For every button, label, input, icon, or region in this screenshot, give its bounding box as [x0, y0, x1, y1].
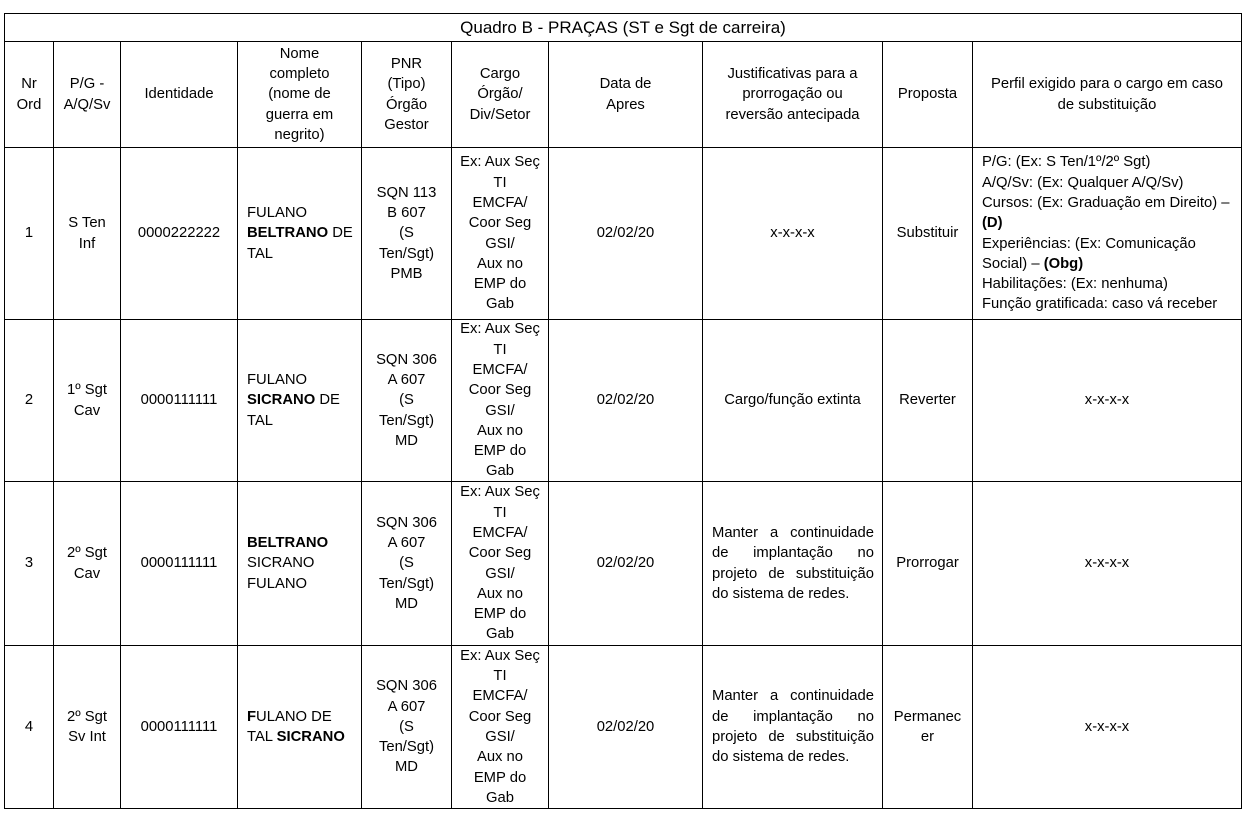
nome-text: SICRANO [247, 555, 315, 572]
nome-guerra: SICRANO [247, 392, 316, 409]
proposta-line: Reverter [899, 392, 956, 409]
pnr-line: SQN 113 [376, 184, 437, 201]
nome-line [247, 707, 332, 727]
pnr-line: SQN 306 [376, 351, 437, 368]
data-apres-value: 02/02/20 [596, 555, 655, 572]
perfil-line: x-x-x-x [1084, 718, 1130, 735]
header-line: Gestor [384, 116, 429, 133]
cargo-line: Gab [486, 626, 514, 643]
nr-ord-cell [5, 482, 54, 646]
header-nr-ord [5, 42, 54, 148]
cargo-line: EMP do [473, 606, 527, 623]
nome-line [247, 223, 353, 243]
header-line: Órgão/ [477, 86, 523, 103]
header-row [5, 42, 1242, 148]
nome-guerra: F [247, 708, 257, 725]
header-line: Identidade [144, 86, 214, 103]
header-line: Justificativas para a [727, 66, 858, 83]
header-line: prorrogação ou [742, 86, 843, 103]
cargo-line: Coor Seg [468, 708, 532, 725]
quadro-b-table [4, 13, 1242, 809]
nome-line [247, 553, 314, 573]
identidade-cell [121, 482, 238, 646]
perfil-line: x-x-x-x [1084, 555, 1130, 572]
header-pnr [362, 42, 452, 148]
justificativas-line: de implantação no [712, 708, 874, 725]
perfil-cell [973, 646, 1242, 809]
nr-ord-value: 4 [24, 718, 34, 735]
pnr-line: A 607 [387, 698, 426, 715]
cargo-line: Aux no [476, 255, 524, 272]
cargo-line: Coor Seg [468, 215, 532, 232]
pg-line: Cav [73, 402, 101, 419]
identidade-value: 0000111111 [140, 555, 218, 572]
pnr-line: SQN 306 [376, 514, 437, 531]
pnr-line: SQN 306 [376, 678, 437, 695]
proposta-line: Substituir [896, 225, 959, 242]
cargo-line: Aux no [476, 749, 524, 766]
justificativas-line: Cargo/função extinta [724, 392, 861, 409]
justificativas-line: do sistema de redes. [712, 749, 850, 766]
cargo-line: TI [493, 341, 507, 358]
justificativas-line: x-x-x-x [770, 225, 815, 242]
header-justificativas [703, 42, 883, 148]
pnr-line: A 607 [387, 535, 426, 552]
pg-cell [54, 148, 121, 320]
perfil-line [982, 193, 1230, 213]
header-line: Cargo [479, 66, 521, 83]
proposta-line: Prorrogar [896, 555, 959, 572]
cargo-line: EMCFA/ [472, 688, 528, 705]
pg-line: Cav [73, 565, 101, 582]
pnr-line: MD [394, 432, 418, 449]
identidade-cell [121, 320, 238, 482]
pnr-line: Ten/Sgt) [378, 575, 435, 592]
cargo-line: TI [493, 668, 507, 685]
header-nome-completo [238, 42, 362, 148]
header-line: completo [269, 66, 330, 83]
pg-line: 1º Sgt [67, 382, 107, 399]
header-line: (Tipo) [387, 76, 426, 93]
pnr-line: (S [399, 555, 414, 572]
justificativas-cell [703, 320, 883, 482]
nome-line [247, 370, 307, 390]
cargo-line: TI [493, 174, 507, 191]
justificativas-cell [703, 482, 883, 646]
pnr-line: MD [394, 595, 418, 612]
justificativas-line: Manter a continuidade [712, 524, 874, 541]
perfil-line [982, 234, 1196, 254]
cargo-cell [452, 148, 549, 320]
cargo-line: GSI/ [485, 235, 515, 252]
data-apres-cell [549, 646, 703, 809]
nr-ord-cell [5, 148, 54, 320]
identidade-value: 0000111111 [140, 392, 218, 409]
cargo-line: Aux no [476, 422, 524, 439]
header-line: Perfil exigido para o cargo em caso [991, 76, 1223, 93]
pg-cell [54, 482, 121, 646]
pg-line: S Ten [68, 215, 106, 232]
data-apres-value: 02/02/20 [596, 225, 655, 242]
cargo-line: Aux no [476, 585, 524, 602]
pg-line: Inf [78, 235, 96, 252]
header-line: P/G - [69, 76, 105, 93]
proposta-cell [883, 148, 973, 320]
nr-ord-value: 2 [24, 392, 34, 409]
header-pg-aq-sv [54, 42, 121, 148]
nome-cell [238, 646, 362, 809]
perfil-cell [973, 148, 1242, 320]
identidade-value: 0000111111 [140, 718, 218, 735]
nome-text: DE [319, 392, 340, 409]
nome-line [247, 411, 273, 431]
pnr-line: (S [399, 225, 414, 242]
perfil-text: Cursos: (Ex: Graduação em Direito) – [982, 194, 1230, 211]
cargo-line: Coor Seg [468, 382, 532, 399]
nr-ord-cell [5, 320, 54, 482]
table-row [5, 148, 1242, 320]
cargo-line: EMCFA/ [472, 194, 528, 211]
pg-line: 2º Sgt [67, 545, 107, 562]
cargo-cell [452, 320, 549, 482]
header-line: Ord [16, 96, 42, 113]
perfil-text: Função gratificada: caso vá receber [982, 296, 1218, 313]
nr-ord-cell [5, 646, 54, 809]
header-line: Div/Setor [469, 106, 531, 123]
justificativas-line: do sistema de redes. [712, 585, 850, 602]
nome-line [247, 727, 345, 747]
nome-line [247, 390, 340, 410]
identidade-cell [121, 646, 238, 809]
perfil-cell [973, 482, 1242, 646]
proposta-cell [883, 482, 973, 646]
nome-guerra: BELTRANO [247, 225, 329, 242]
data-apres-cell [549, 320, 703, 482]
header-perfil [973, 42, 1242, 148]
justificativas-cell [703, 646, 883, 809]
nr-ord-value: 1 [24, 225, 34, 242]
cargo-cell [452, 646, 549, 809]
header-line: (nome de [268, 86, 331, 103]
nome-text: FULANO [247, 372, 308, 389]
justificativas-line: projeto de substituição [712, 729, 874, 745]
nome-text: DE [332, 225, 353, 242]
cargo-line: GSI/ [485, 565, 515, 582]
proposta-line: Permanec [893, 708, 962, 725]
header-line: Proposta [897, 86, 958, 103]
header-cargo [452, 42, 549, 148]
perfil-line [982, 254, 1083, 274]
perfil-text: Experiências: (Ex: Comunicação [982, 235, 1196, 252]
cargo-cell [452, 482, 549, 646]
nome-line [247, 203, 307, 223]
pnr-line: (S [399, 392, 414, 409]
pnr-cell [362, 320, 452, 482]
nome-guerra: SICRANO [276, 729, 345, 745]
perfil-tag-desejavel: (D) [982, 215, 1003, 232]
cargo-line: Gab [486, 296, 514, 313]
justificativas-line: Manter a continuidade [712, 688, 874, 705]
pnr-cell [362, 482, 452, 646]
identidade-cell [121, 148, 238, 320]
proposta-cell [883, 646, 973, 809]
perfil-line [982, 213, 1003, 233]
data-apres-value: 02/02/20 [596, 392, 655, 409]
cargo-line: Ex: Aux Seç [460, 484, 540, 501]
pg-line: Sv Int [68, 729, 106, 745]
pnr-line: Ten/Sgt) [378, 739, 435, 756]
cargo-line: EMP do [473, 769, 527, 786]
pg-cell [54, 320, 121, 482]
proposta-cell [883, 320, 973, 482]
data-apres-value: 02/02/20 [596, 718, 655, 735]
header-line: Nome [279, 45, 320, 62]
pg-cell [54, 646, 121, 809]
header-proposta [883, 42, 973, 148]
pnr-line: MD [394, 759, 418, 776]
perfil-line: x-x-x-x [1084, 392, 1130, 409]
header-line: Órgão [385, 96, 428, 113]
nome-line [247, 533, 328, 553]
nome-text: TAL [247, 245, 274, 262]
nome-text: TAL [247, 729, 273, 745]
cargo-line: EMP do [473, 276, 527, 293]
identidade-value: 0000222222 [137, 225, 221, 242]
data-apres-cell [549, 148, 703, 320]
pnr-cell [362, 148, 452, 320]
table-row [5, 646, 1242, 809]
cargo-line: Gab [486, 463, 514, 480]
pnr-cell [362, 646, 452, 809]
header-line: A/Q/Sv [63, 96, 111, 113]
cargo-line: TI [493, 504, 507, 521]
nome-text: ULANO DE [256, 708, 332, 725]
pnr-line: PMB [390, 265, 423, 282]
perfil-text: A/Q/Sv: (Ex: Qualquer A/Q/Sv) [982, 174, 1184, 191]
perfil-line [982, 294, 1217, 314]
justificativas-line: de implantação no [712, 545, 874, 562]
cargo-line: GSI/ [485, 402, 515, 419]
nome-cell [238, 148, 362, 320]
justificativas-cell [703, 148, 883, 320]
cargo-line: Gab [486, 789, 514, 806]
header-line: reversão antecipada [725, 106, 860, 123]
header-line: negrito) [274, 126, 325, 143]
nome-guerra: BELTRANO [247, 535, 329, 552]
header-line: Apres [606, 96, 645, 113]
header-line: PNR [390, 55, 423, 72]
perfil-tag-obrigatorio: (Obg) [1043, 255, 1084, 272]
nome-cell [238, 482, 362, 646]
cargo-line: EMP do [473, 443, 527, 460]
justificativas-line: projeto de substituição [712, 565, 874, 582]
cargo-line: Coor Seg [468, 545, 532, 562]
cargo-line: EMCFA/ [472, 524, 528, 541]
pnr-line: A 607 [387, 372, 426, 389]
cargo-line: Ex: Aux Seç [460, 154, 540, 171]
pnr-line: (S [399, 718, 414, 735]
pg-line: 2º Sgt [67, 708, 107, 725]
nome-line [247, 244, 273, 264]
data-apres-cell [549, 482, 703, 646]
header-line: guerra em [265, 106, 334, 123]
nome-text: FULANO [247, 575, 308, 592]
pnr-line: B 607 [387, 205, 426, 222]
cargo-line: Ex: Aux Seç [460, 647, 540, 664]
perfil-cell [973, 320, 1242, 482]
header-line: Nr [21, 76, 37, 93]
pnr-line: Ten/Sgt) [378, 245, 435, 262]
table-title [5, 14, 1242, 42]
nome-text: TAL [247, 412, 274, 429]
perfil-text: P/G: (Ex: S Ten/1º/2º Sgt) [982, 154, 1151, 171]
proposta-line: er [920, 729, 935, 745]
header-data-apres [549, 42, 703, 148]
perfil-line [982, 152, 1150, 172]
table-row [5, 482, 1242, 646]
perfil-text: Social) – [982, 255, 1040, 272]
perfil-text: Habilitações: (Ex: nenhuma) [982, 276, 1168, 293]
header-line: de substituição [1057, 96, 1157, 113]
nome-text: FULANO [247, 205, 308, 222]
header-line: Data de [599, 76, 652, 93]
perfil-line [982, 173, 1183, 193]
perfil-line [982, 274, 1168, 294]
cargo-line: GSI/ [485, 729, 515, 745]
table-title-text: Quadro B - PRAÇAS (ST e Sgt de carreira) [460, 17, 786, 37]
pnr-line: Ten/Sgt) [378, 412, 435, 429]
header-identidade [121, 42, 238, 148]
table-row [5, 320, 1242, 482]
cargo-line: EMCFA/ [472, 361, 528, 378]
nr-ord-value: 3 [24, 555, 34, 572]
nome-line [247, 574, 307, 594]
nome-cell [238, 320, 362, 482]
cargo-line: Ex: Aux Seç [460, 321, 540, 338]
